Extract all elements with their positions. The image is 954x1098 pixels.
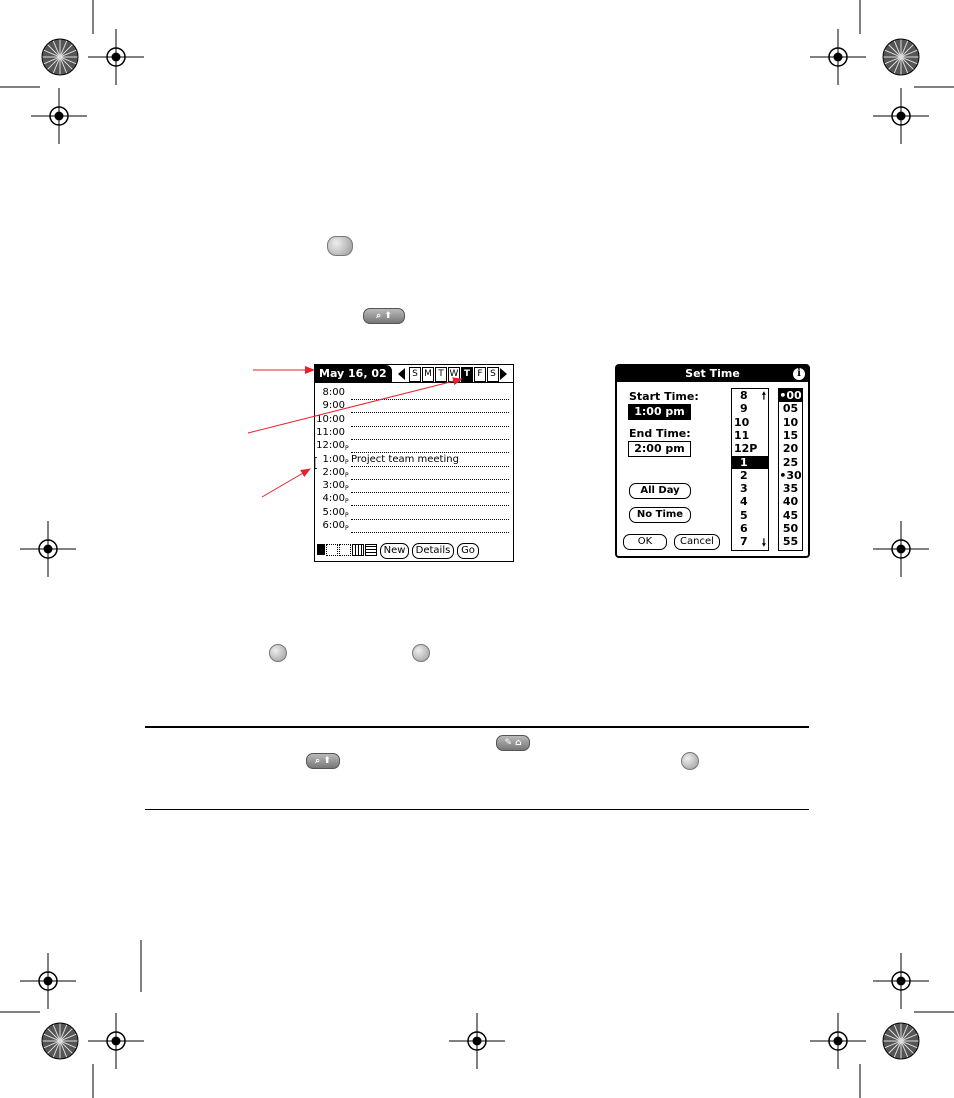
time-label: 10:00 [316,413,345,425]
time-label: 3:00 [322,480,345,492]
minute-item[interactable]: 10 [782,415,799,429]
cancel-button[interactable]: Cancel [674,534,720,550]
event-bracket: [ [313,456,319,471]
minute-item[interactable]: 25 [782,455,799,469]
minute-item[interactable]: 20 [782,442,799,456]
event-text[interactable]: Project team meeting [351,453,459,465]
date-title[interactable]: May 16, 02 [315,365,392,382]
ok-button[interactable]: OK [623,534,667,550]
time-label: 2:00 [322,466,345,478]
minute-item[interactable]: 55 [782,535,799,549]
hour-item[interactable]: 11 [734,428,750,442]
hour-item[interactable]: 4 [740,495,748,509]
day-fri[interactable]: F [474,367,486,382]
time-label: 12:00 [316,440,345,452]
hour-item[interactable]: 8 [740,389,748,402]
day-thu-selected[interactable]: T [461,367,473,382]
hour-item[interactable]: 12P [734,442,758,456]
scroll-down-icon[interactable]: 🠗 [761,538,766,549]
time-label: 1:00 [322,453,345,465]
set-time-dialog [615,364,810,558]
pm-marker: P [345,458,349,466]
arrow-to-day-selector [248,379,462,433]
time-label: 11:00 [316,426,345,438]
minute-item[interactable]: 35 [782,482,799,496]
day-mon[interactable]: M [422,367,434,382]
new-button[interactable]: New [380,543,409,559]
hour-item[interactable]: 10 [734,415,750,429]
scroll-button-icon-note: ⌕ ⬆ [306,753,340,769]
day-wed[interactable]: W [448,367,460,382]
minute-item[interactable]: 40 [782,495,799,509]
scroll-up-icon[interactable]: 🠕 [761,391,766,402]
hour-list[interactable] [731,388,769,551]
pm-marker: P [345,511,349,519]
hour-item[interactable]: 9 [740,402,748,416]
dialog-title-bar [617,366,808,382]
time-label: 4:00 [322,493,345,505]
app-buttons-icon: ✎ ⌂ [496,735,530,751]
all-day-button[interactable]: All Day [629,483,691,499]
minute-item[interactable]: •30 [779,468,802,482]
go-button[interactable]: Go [457,543,479,559]
day-tue[interactable]: T [435,367,447,382]
start-time-label: Start Time: [629,390,699,403]
minute-list[interactable] [778,388,803,551]
day-sat[interactable]: S [487,367,499,382]
minute-item[interactable]: 05 [782,402,799,416]
time-label: 6:00 [322,520,345,531]
hour-item[interactable]: 5 [740,508,748,522]
pm-marker: P [345,485,349,493]
time-label: 5:00 [322,506,345,518]
minute-item[interactable]: 50 [782,522,799,535]
minute-item[interactable]: 15 [782,428,799,442]
hour-item[interactable]: 7 [740,535,748,549]
hour-item[interactable]: 3 [740,482,748,496]
hour-item[interactable]: 6 [740,522,748,535]
hour-item-selected[interactable]: 1 [732,456,768,469]
info-icon[interactable]: i [793,368,805,380]
end-time-field[interactable]: 2:00 pm [628,441,691,457]
scroll-button-icon: ⌕ ⬆ [363,308,405,324]
start-time-field[interactable]: 1:00 pm [628,404,691,420]
pm-marker: P [345,525,349,532]
dialog-title: Set Time [685,367,740,380]
arrow-to-event [262,469,310,497]
time-label: 8:00 [322,387,345,398]
end-time-label: End Time: [629,427,691,440]
hour-item[interactable]: 2 [740,468,748,482]
time-label: 9:00 [322,400,345,412]
minute-item[interactable]: 45 [782,508,799,522]
pm-marker: P [345,471,349,479]
day-sun[interactable]: S [409,367,421,382]
pm-marker: P [345,445,349,453]
no-time-button[interactable]: No Time [629,507,691,523]
details-button[interactable]: Details [412,543,454,559]
minute-item-selected[interactable]: •00 [779,389,802,402]
pm-marker: P [345,498,349,506]
